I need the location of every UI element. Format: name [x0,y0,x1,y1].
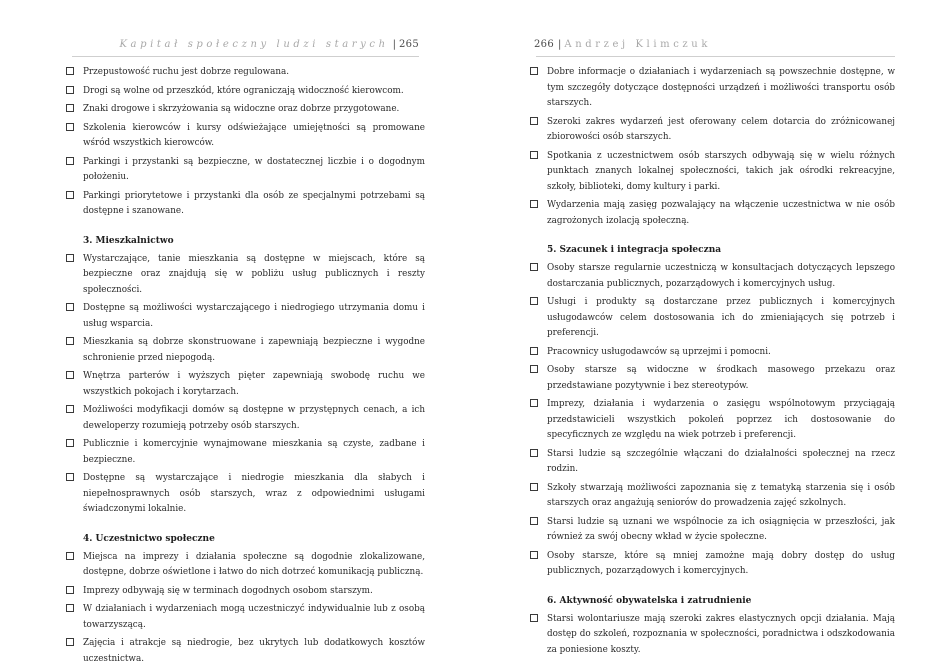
checkbox-icon[interactable] [66,371,74,379]
checklist-item [530,397,895,444]
checklist-item [530,549,895,580]
checkbox-icon[interactable] [530,200,538,208]
checklist-item-text: Drogi są wolne od przeszkód, które ograniczają widoczność kierowcom. [83,85,404,96]
checklist-item-text: Przepustowość ruchu jest dobrze regulowana. [83,67,290,77]
section-heading: 4. Uczestnictwo społeczne [83,533,215,544]
checkbox-icon[interactable] [530,67,538,75]
checkbox-icon[interactable] [530,117,538,125]
checklist-item-text: Starsi ludzie są szczególnie włączani do działalności społecznej na rzecz rodzin. [547,448,895,474]
checklist-item-text: Parkingi priorytetowe i przystanki dla osób ze specjalnymi potrzebami są dostępne i szanowane. [83,190,425,216]
checklist-item-text: Miejsca na imprezy i działania społeczne są dogodnie zlokalizowane, dostępne, dobrze oświetlone i łatwo do nich dotrzeć komunikacją publiczną. [83,551,425,577]
section-heading: 5. Szacunek i integracja społeczna [547,245,722,255]
checkbox-icon[interactable] [530,365,538,373]
checkbox-icon[interactable] [530,449,538,457]
checklist-item [66,369,425,400]
checkbox-icon[interactable] [66,123,74,131]
right-running-header [530,38,895,52]
checklist-item [530,149,895,196]
header-separator: | [558,39,562,50]
checklist-item-text: W działaniach i wydarzeniach mogą uczestniczyć indywidualnie lub z osobą towarzyszącą. [83,604,425,630]
checklist-item-text: Mieszkania są dobrze skonstruowane i zapewniają bezpieczne i wygodne schronienie przed niepogodą. [83,337,425,363]
checkbox-icon[interactable] [66,254,74,262]
checklist-item [66,636,425,667]
checklist-item-text: Starsi ludzie są uznani we wspólnocie za ich osiągnięcia w przeszłości, jak również za swój obecny wkład w życie społeczne. [547,516,895,542]
checklist-item-text: Spotkania z uczestnictwem osób starszych odbywają się w wielu różnych punktach znanych lokalnej społeczności, takich jak ośrodki rekreacyjne, szkoły, biblioteki, domy kultury i parki. [547,150,895,192]
checklist-item-text: Starsi wolontariusze mają szeroki zakres elastycznych opcji działania. Mają dostęp do szkoleń, rozpoznania w społeczności, poradnictwa i odszkodowania za poniesione koszty. [547,613,895,655]
header-rule [536,56,895,57]
checkbox-icon[interactable] [66,473,74,481]
checklist-item-text: Możliwości modyfikacji domów są dostępne w przystępnych cenach, a ich deweloperzy rozumieją potrzeby osób starszych. [83,405,425,431]
checklist-item [66,471,425,518]
checkbox-icon[interactable] [530,151,538,159]
checklist-item [530,345,895,361]
right-page [475,0,950,672]
checklist-item [66,189,425,220]
header-separator: | [392,39,396,50]
header-rule [72,56,419,57]
checklist-item-text: Dostępne są możliwości wystarczającego i niedrogiego utrzymania domu i usług wsparcia. [83,303,425,329]
checklist-item [66,252,425,299]
checklist-item [530,261,895,292]
checklist-item-text: Imprezy, działania i wydarzenia o zasięgu wspólnotowym przyciągają przedstawicieli wszystkich pokoleń poprzez ich dostosowanie do specyficznych ze względu na wiek potrzeb i preferencji. [547,399,895,440]
checklist-item-text: Imprezy odbywają się w terminach dogodnych osobom starszym. [83,585,373,596]
checkbox-icon[interactable] [530,347,538,355]
checkbox-icon[interactable] [66,439,74,447]
checklist-item [530,295,895,342]
checklist-item-text: Szkoły stwarzają możliwości zapoznania się z tematyką starzenia się i osób starszych oraz angażują seniorów do prowadzenia zajęć szkolnych. [547,482,895,508]
right-page-number: 266 [534,39,554,50]
checklist-item-text: Dobre informacje o działaniach i wydarzeniach są powszechnie dostępne, w tym szczegóły dotyczące dostępności urządzeń i możliwości transportu osób starszych. [547,67,895,108]
checklist-item-text: Wnętrza parterów i wyższych pięter zapewniają swobodę ruchu we wszystkich pokojach i korytarzach. [83,371,425,397]
checklist-item [66,301,425,332]
left-running-header [66,38,425,52]
checklist-item-text: Osoby starsze regularnie uczestniczą w konsultacjach dotyczących lepszego dostarczania publicznych, pozarządowych i komercyjnych usług. [547,263,895,289]
section-heading: 6. Aktywność obywatelska i zatrudnienie [547,595,752,606]
left-header-title: Kapitał społeczny ludzi starych [119,39,389,50]
checkbox-icon[interactable] [530,399,538,407]
checklist-item [66,121,425,152]
checklist-item [66,437,425,468]
checkbox-icon[interactable] [530,297,538,305]
checklist-item-text: Szkolenia kierowców i kursy odświeżające umiejętności są promowane wśród wszystkich kierowców. [83,122,425,148]
checkbox-icon[interactable] [530,517,538,525]
checkbox-icon[interactable] [530,483,538,491]
checklist-item [66,602,425,633]
checklist-item [530,515,895,546]
checklist-item-text: Szeroki zakres wydarzeń jest oferowany celem dotarcia do zróżnicowanej zbiorowości osób starszych. [547,116,895,142]
checklist-item-text: Wystarczające, tanie mieszkania są dostępne w miejscach, które są bezpieczne oraz znajdują się w pobliżu usług publicznych i reszty społeczności. [83,253,425,295]
checkbox-icon[interactable] [66,586,74,594]
checklist-item [530,198,895,229]
right-page-content [530,65,895,658]
checkbox-icon[interactable] [530,263,538,271]
checklist-item [530,481,895,512]
checklist-item [530,363,895,394]
checklist-item [66,550,425,581]
checklist-item-text: Publicznie i komercyjnie wynajmowane mieszkania są czyste, zadbane i bezpieczne. [83,439,425,465]
checklist-item [530,115,895,146]
checkbox-icon[interactable] [66,337,74,345]
checklist-item [66,102,425,118]
checklist-item [66,65,425,81]
checkbox-icon[interactable] [66,638,74,646]
checkbox-icon[interactable] [66,67,74,75]
checklist-item [66,335,425,366]
checkbox-icon[interactable] [530,551,538,559]
checkbox-icon[interactable] [66,604,74,612]
checklist-item-text: Parkingi i przystanki są bezpieczne, w dostatecznej liczbie i o dogodnym położeniu. [83,156,425,182]
checklist-item-text: Pracownicy usługodawców są uprzejmi i pomocni. [547,346,771,357]
left-page-number: 265 [399,39,419,50]
checklist-item [530,447,895,478]
checklist-item-text: Zajęcia i atrakcje są niedrogie, bez ukrytych lub dodatkowych kosztów uczestnictwa. [83,638,425,664]
checklist-item [66,84,425,100]
checklist-item-text: Dostępne są wystarczające i niedrogie mieszkania dla słabych i niepełnosprawnych osób starszych, wraz z odpowiednimi usługami świadczonymi lokalnie. [83,473,425,514]
checkbox-icon[interactable] [66,552,74,560]
checkbox-icon[interactable] [66,86,74,94]
checklist-item [530,65,895,112]
checklist-item [66,155,425,186]
right-header-title: Andrzej Klimczuk [564,39,712,50]
checklist-item-text: Osoby starsze, które są mniej zamożne mają dobry dostęp do usług publicznych, pozarządowych i komercyjnych. [547,550,895,576]
checklist-item [66,403,425,434]
left-page-content [66,65,425,667]
checkbox-icon[interactable] [530,614,538,622]
checkbox-icon[interactable] [66,191,74,199]
checklist-item [66,584,425,600]
checklist-item-text: Osoby starsze są widoczne w środkach masowego przekazu oraz przedstawiane pozytywnie i bez stereotypów. [547,365,895,391]
checklist-item-text: Znaki drogowe i skrzyżowania są widoczne oraz dobrze przygotowane. [83,104,400,114]
section-heading: 3. Mieszkalnictwo [83,235,174,246]
checklist-item-text: Wydarzenia mają zasięg pozwalający na włączenie uczestnictwa w nie osób zagrożonych izolacją społeczną. [547,200,895,226]
checkbox-icon[interactable] [66,157,74,165]
checkbox-icon[interactable] [66,104,74,112]
checkbox-icon[interactable] [66,405,74,413]
checklist-item-text: Usługi i produkty są dostarczane przez publicznych i komercyjnych usługodawców celem dostosowania ich do zmieniających się potrzeb i preferencji. [547,297,895,338]
checkbox-icon[interactable] [66,303,74,311]
checklist-item [530,612,895,659]
